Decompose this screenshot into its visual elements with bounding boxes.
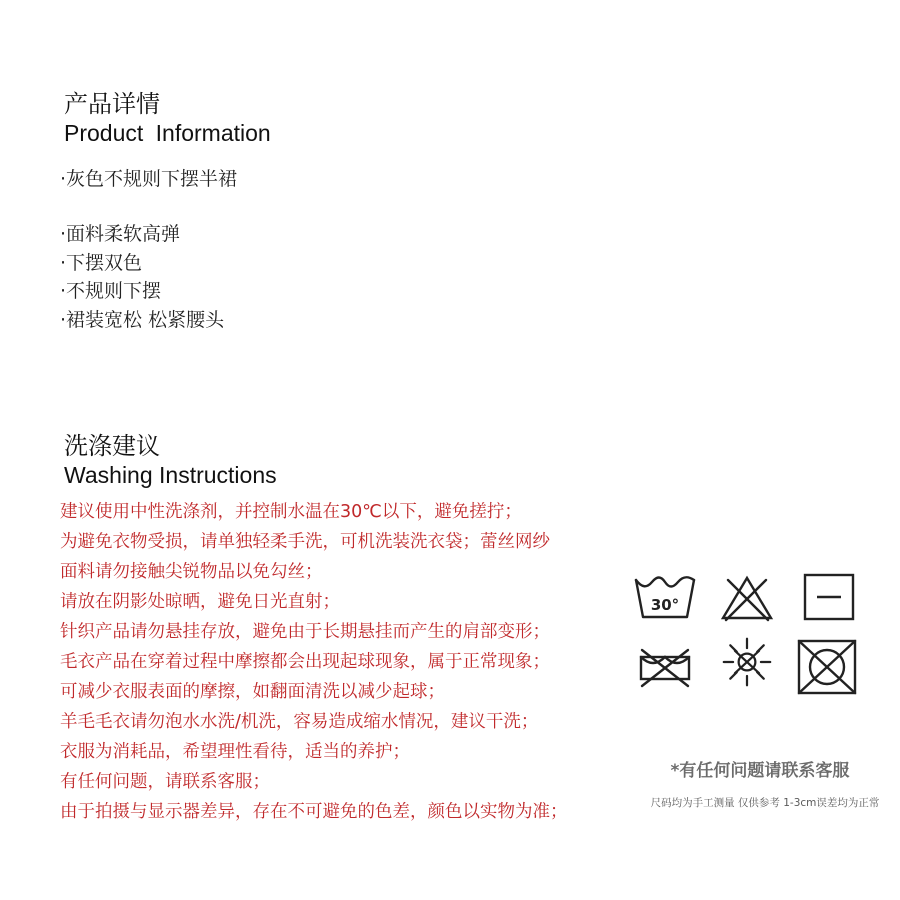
no-tumble-dry-icon [796,638,860,696]
washing-instruction-line: 有任何问题，请联系客服； [60,772,270,792]
product-feature-item: ·不规则下摆 [60,280,162,302]
product-feature-item: ·面料柔软高弹 [60,223,181,245]
no-iron-icon [634,640,696,692]
washing-instruction-line: 为避免衣物受损，请单独轻柔手洗，可机洗装洗衣袋；蕾丝网纱 [60,532,550,552]
washing-instruction-line: 面料请勿接触尖锐物品以免勾丝； [60,562,323,582]
product-name [60,165,237,194]
washing-instruction-line: 衣服为消耗品，希望理性看待，适当的养护； [60,742,410,762]
washing-instruction-line: 针织产品请勿悬挂存放，避免由于长期悬挂而产生的肩部变形； [60,622,550,642]
dry-flat-icon [798,572,860,624]
washing-heading-en: Washing Instructions [64,462,277,488]
product-heading-cn: 产品详情 [64,90,160,118]
washing-instruction-line: 请放在阴影处晾晒，避免日光直射； [60,592,340,612]
wash-30-icon [634,572,696,624]
product-feature-list [60,220,224,334]
product-feature-item: ·裙装宽松 松紧腰头 [60,308,225,331]
no-bleach-icon [716,572,778,624]
product-name-text: ·灰色不规则下摆半裙 [60,168,238,190]
washing-instruction-line: 可减少衣服表面的摩擦，如翻面清洗以减少起球； [60,682,445,702]
product-heading-en: Product Information [64,120,271,146]
washing-heading-cn: 洗涤建议 [64,432,160,460]
size-measurement-note: 尺码均为手工测量 仅供参考 1-3cm误差均为正常 [650,797,880,809]
product-feature-item: ·下摆双色 [60,251,143,274]
contact-support-text: *有任何问题请联系客服 [670,761,850,781]
washing-instruction-list [60,497,568,827]
washing-instruction-line: 由于拍摄与显示器差异，存在不可避免的色差，颜色以实物为准； [60,802,568,822]
wash-temperature-label: 30° [650,596,680,614]
washing-instruction-line: 毛衣产品在穿着过程中摩擦都会出现起球现象，属于正常现象； [60,652,550,672]
washing-instruction-line: 羊毛毛衣请勿泡水水洗/机洗，容易造成缩水情况，建议干洗； [60,712,539,732]
dry-in-shade-icon [716,636,778,688]
washing-instruction-line: 建议使用中性洗涤剂，并控制水温在30℃以下，避免搓拧； [60,502,522,522]
